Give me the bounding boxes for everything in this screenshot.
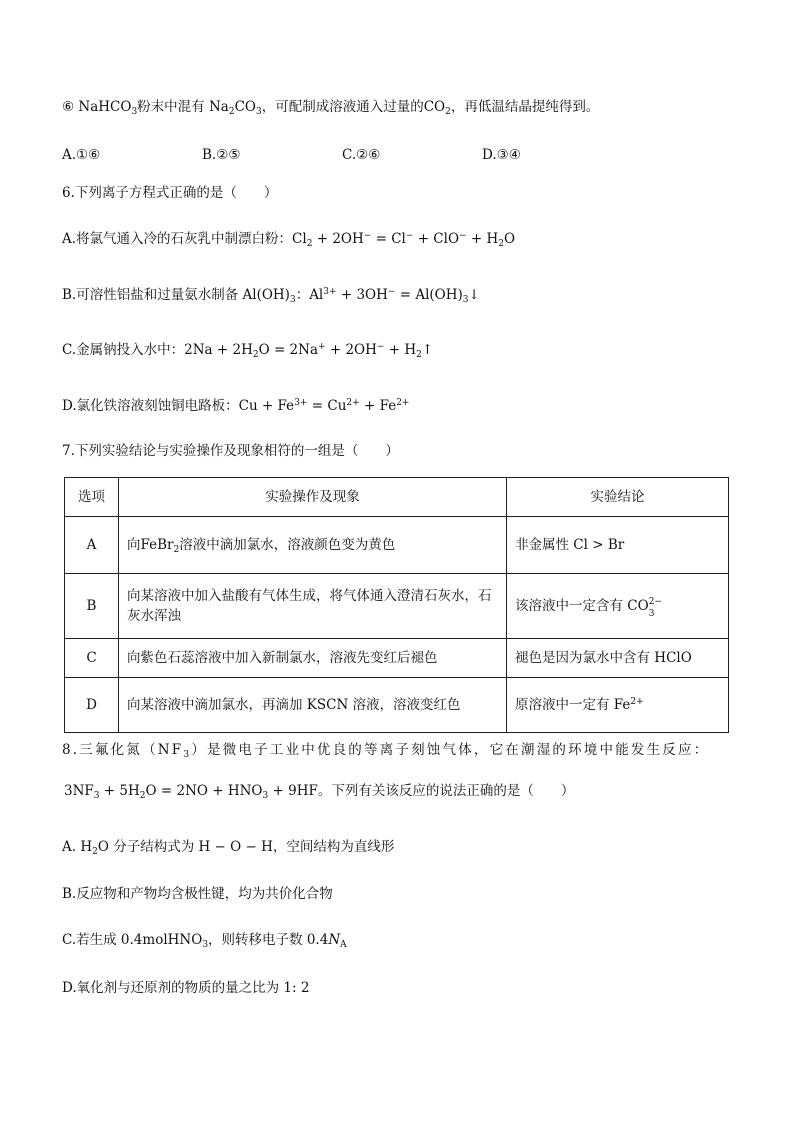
q6-option-d[interactable]	[62, 396, 409, 416]
text: A. H	[62, 839, 93, 855]
q5-option-d[interactable]: D.③④	[482, 147, 521, 163]
row-conclusion	[507, 678, 729, 733]
text: + 2OH	[312, 231, 364, 247]
table-row[interactable]	[65, 678, 729, 733]
text: = Al(OH)	[395, 287, 463, 303]
text: + H	[466, 231, 499, 247]
subscript: 2	[498, 239, 504, 249]
text: 8.三氟化氮（NF	[62, 742, 184, 758]
superscript: 2+	[396, 398, 410, 408]
text: ）是微电子工业中优良的等离子刻蚀气体，它在潮湿的环境中能发生反应：	[191, 742, 710, 758]
text: + 5H	[99, 783, 140, 799]
text: O	[503, 231, 516, 247]
text: Al	[309, 287, 324, 303]
table-row[interactable]	[65, 639, 729, 678]
row-option: B	[65, 574, 119, 639]
subscript: 3	[202, 940, 209, 950]
subscript: 2	[416, 350, 422, 360]
text: + 2OH	[325, 342, 377, 358]
subscript: 3	[289, 295, 296, 305]
text: + H	[384, 342, 417, 358]
text: = Cu	[307, 398, 347, 414]
q8-stem-line1	[62, 740, 734, 760]
subscript: 2	[139, 791, 146, 801]
subscript: 3	[648, 609, 655, 619]
q8-option-b[interactable]: B.反应物和产物均含极性键，均为共价化合物	[62, 886, 333, 902]
q5-item-6	[62, 97, 599, 117]
header-conclusion: 实验结论	[507, 478, 729, 517]
text: Cu + Fe	[238, 398, 295, 414]
subscript: 3	[255, 107, 262, 117]
text: + 9HF	[268, 783, 318, 799]
subscript: 2	[252, 350, 259, 360]
subscript: 3	[131, 107, 138, 117]
superscript: −	[376, 342, 385, 352]
text: 向FeBr	[127, 537, 174, 553]
subscript: 3	[183, 750, 192, 760]
text: ：	[295, 287, 310, 303]
text: ，可配制成溶液通入过量的CO	[261, 99, 446, 115]
q8-option-c[interactable]	[62, 930, 347, 950]
text: O = 2Na	[258, 342, 319, 358]
option-label: A.将氯气通入冷的石灰乳中制漂白粉：	[62, 231, 293, 247]
q7-stem: 7.下列实验结论与实验操作及现象相符的一组是（ ）	[62, 443, 399, 459]
text: 。下列有关该反应的说法正确的是（ ）	[317, 783, 575, 799]
superscript: −	[405, 231, 414, 241]
subscript: 3	[93, 791, 100, 801]
row-operation	[119, 517, 507, 574]
row-option: D	[65, 678, 119, 733]
superscript: −	[387, 287, 396, 297]
superscript: −	[363, 231, 372, 241]
row-conclusion	[507, 517, 729, 574]
superscript: +	[318, 342, 326, 352]
row-operation: 向紫色石蕊溶液中加入新制氯水，溶液先变红后褪色	[119, 639, 507, 678]
subscript: 2	[92, 847, 98, 857]
subscript: 2	[228, 107, 235, 117]
superscript: 3+	[294, 398, 308, 408]
table-row[interactable]	[65, 517, 729, 574]
subscript: 2	[445, 107, 451, 117]
superscript: 3+	[323, 287, 337, 297]
q5-option-b[interactable]: B.②⑤	[202, 147, 241, 163]
text: 原溶液中一定有 Fe	[515, 697, 631, 713]
subscript: 3	[262, 791, 269, 801]
table-row[interactable]	[65, 574, 729, 639]
row-option: A	[65, 517, 119, 574]
row-operation: 向某溶液中滴加氯水，再滴加 KSCN 溶液，溶液变红色	[119, 678, 507, 733]
superscript: −	[459, 231, 467, 241]
header-operation: 实验操作及现象	[119, 478, 507, 517]
text: ⑥ NaHCO	[62, 99, 132, 115]
table-header-row	[65, 478, 729, 517]
text: O = 2NO + HNO	[145, 783, 263, 799]
q8-stem-line2	[64, 781, 574, 801]
text: C.若生成 0.4molHNO	[62, 932, 203, 948]
arrow-symbol: ↑	[421, 342, 434, 358]
q6-option-c[interactable]	[62, 340, 433, 360]
subscript: 3	[462, 295, 469, 305]
option-label: C.金属钠投入水中：	[62, 342, 185, 358]
text: + ClO	[413, 231, 460, 247]
text: 2Na + 2H	[184, 342, 253, 358]
text: 溶液中滴加氯水，溶液颜色变为黄色	[179, 537, 396, 553]
superscript: 2−	[648, 597, 662, 607]
text: + 3OH	[336, 287, 388, 303]
text: + Fe	[359, 398, 397, 414]
avogadro-symbol: N	[328, 932, 341, 948]
header-option: 选项	[65, 478, 119, 517]
text: 粉末中混有 Na	[137, 99, 229, 115]
q6-option-b[interactable]	[62, 285, 480, 305]
row-option: C	[65, 639, 119, 678]
text: CO	[234, 99, 256, 115]
text: 该溶液中一定含有 CO	[515, 598, 649, 614]
experiment-table	[64, 477, 729, 733]
q8-option-d[interactable]: D.氧化剂与还原剂的物质的量之比为 1: 2	[62, 980, 310, 996]
row-operation: 向某溶液中加入盐酸有气体生成，将气体通入澄清石灰水，石灰水浑浊	[119, 574, 507, 639]
q8-option-a[interactable]	[62, 837, 394, 857]
text: = Cl	[371, 231, 406, 247]
text: Cl	[292, 231, 307, 247]
text: 3NF	[64, 783, 94, 799]
superscript: 2+	[346, 398, 360, 408]
option-label: D.氯化铁溶液刻蚀铜电路板：	[62, 398, 239, 414]
superscript: 2+	[630, 697, 644, 707]
arrow-symbol: ↓	[468, 287, 480, 303]
q5-option-a[interactable]: A.①⑥	[62, 147, 101, 163]
option-label: B.可溶性铝盐和过量氨水制备 Al(OH)	[62, 287, 290, 303]
q6-option-a[interactable]	[62, 229, 515, 249]
text: 非金属性 Cl > Br	[515, 537, 625, 553]
q5-options	[62, 145, 742, 165]
q5-option-c[interactable]: C.②⑥	[342, 147, 381, 163]
charge-stack	[648, 596, 663, 619]
subscript: 2	[173, 545, 180, 555]
text: O 分子结构式为 H − O − H，空间结构为直线形	[97, 839, 395, 855]
row-conclusion: 褪色是因为氯水中含有 HClO	[507, 639, 729, 678]
q6-stem: 6.下列离子方程式正确的是（ ）	[62, 185, 278, 201]
row-conclusion	[507, 574, 729, 639]
subscript: 2	[306, 239, 313, 249]
text: ，则转移电子数 0.4	[208, 932, 329, 948]
text: ，再低温结晶提纯得到。	[450, 99, 600, 115]
subscript: A	[340, 940, 347, 950]
